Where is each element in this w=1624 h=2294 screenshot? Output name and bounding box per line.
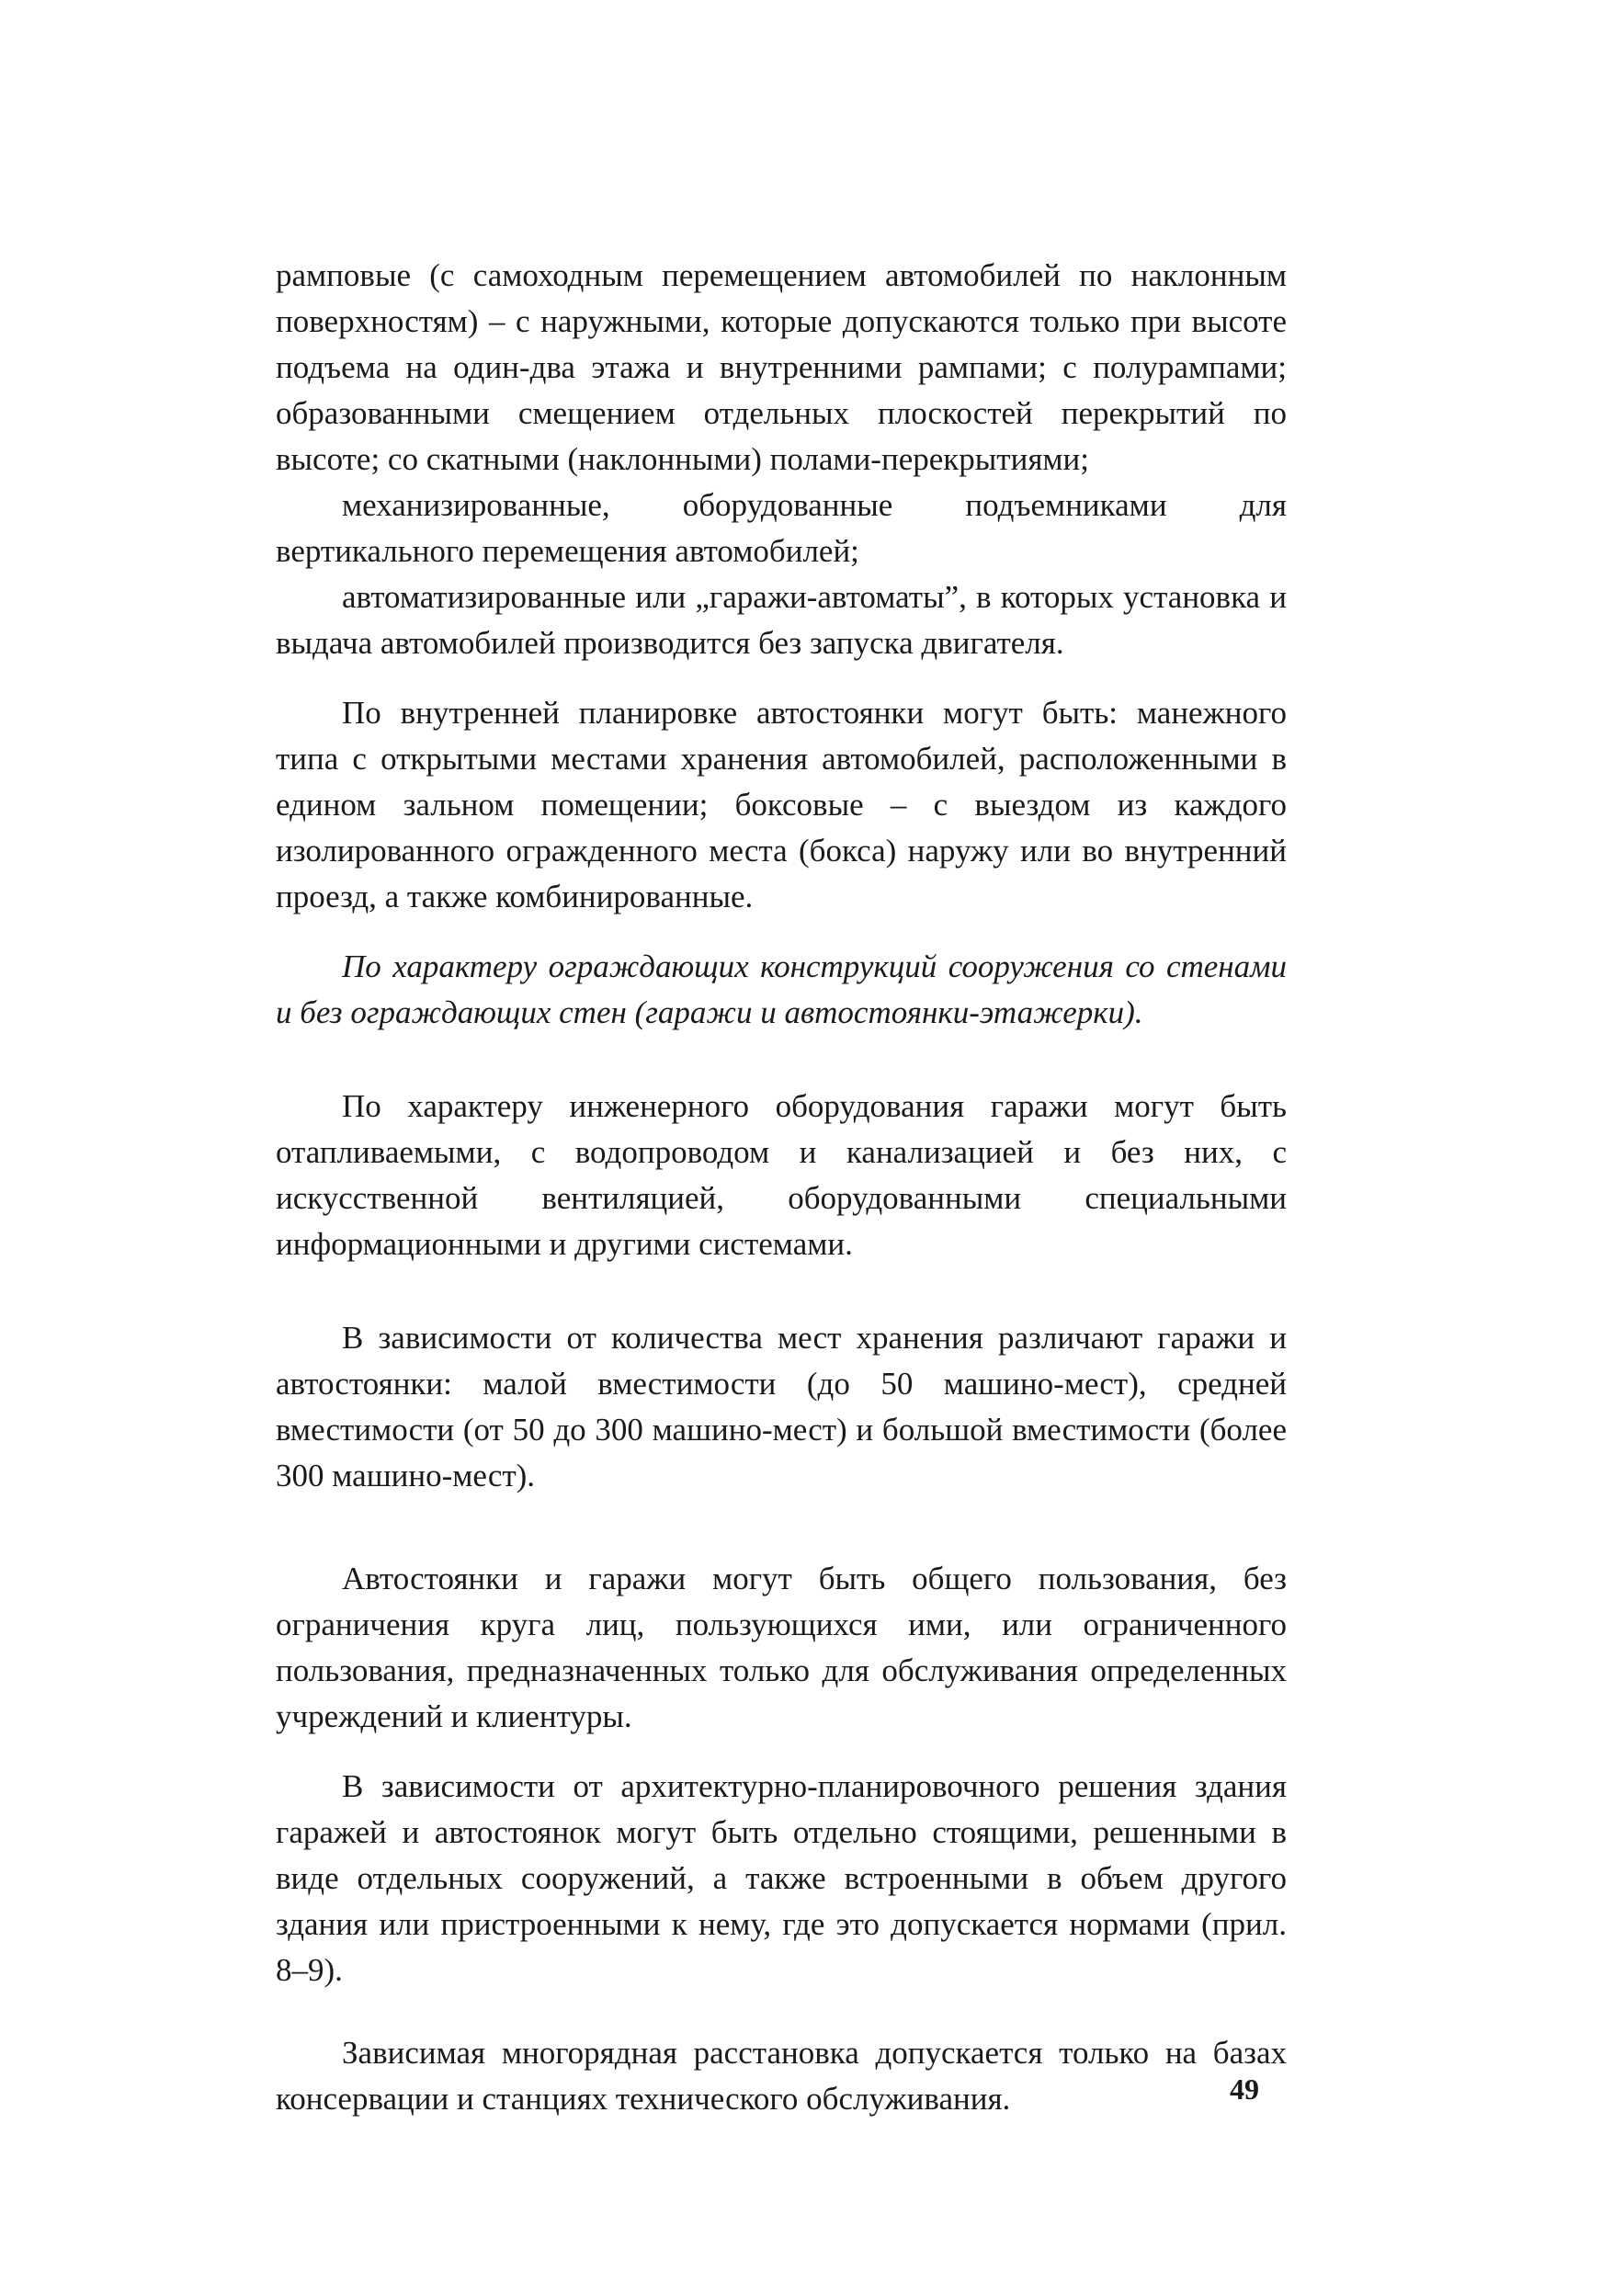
page-number: 49 — [1230, 2073, 1259, 2106]
paragraph-dependent-placement: Зависимая многорядная расстановка допускается только на базах консервации и станциях технического обслуживания. — [276, 2035, 1287, 2117]
paragraph-enclosing-structures: По характеру ограждающих конструкций сооружения со стенами и без ограждающих стен (гаражи и автостоянки-этажерки). — [276, 948, 1287, 1030]
paragraph-architectural-solution: В зависимости от архитектурно-планировочного решения здания гаражей и автостоянок могут быть отдельно стоящими, решенными в виде отдельных сооружений, а также встроенными в объем другого здания или пристроенными к нему, где это допускается нормами (прил. 8–9). — [276, 1768, 1287, 1988]
paragraph-internal-layout: По внутренней планировке автостоянки могут быть: манежного типа с открытыми местами хранения автомобилей, расположенными в едином зальном помещении; боксовые – с выездом из каждого изолированного огражденного места (бокса) наружу или во внутренний проезд, а также комбинированные. — [276, 695, 1287, 914]
paragraph-public-use: Автостоянки и гаражи могут быть общего пользования, без ограничения круга лиц, пользующихся ими, или ограниченного пользования, предназначенных только для обслуживания определенных учреждений и клиентуры. — [276, 1561, 1287, 1734]
page-body — [276, 253, 1287, 2122]
paragraph-engineering-equipment: По характеру инженерного оборудования гаражи могут быть отапливаемыми, с водопроводом и канализацией и без них, с искусственной вентиляцией, оборудованными специальными информационными и другими системами. — [276, 1088, 1287, 1262]
paragraph-capacity: В зависимости от количества мест хранения различают гаражи и автостоянки: малой вместимости (до 50 машино-мест), средней вместимости (от 50 до 300 машино-мест) и большой вместимости (более 300 машино-мест). — [276, 1320, 1287, 1493]
paragraph-ramp-types: рамповые (с самоходным перемещением автомобилей по наклонным поверхностям) – с наружными, которые допускаются только при высоте подъема на один-два этажа и внутренними рампами; с полурампами; образованными смещением отдельных плоскостей перекрытий по высоте; со скатными (наклонными) полами-перекрытиями; — [276, 257, 1287, 477]
paragraph-mechanized: механизированные, оборудованные подъемниками для вертикального перемещения автомобилей; — [276, 487, 1287, 569]
paragraph-automated: автоматизированные или „гаражи-автоматы”, в которых установка и выдача автомобилей производится без запуска двигателя. — [276, 579, 1287, 661]
